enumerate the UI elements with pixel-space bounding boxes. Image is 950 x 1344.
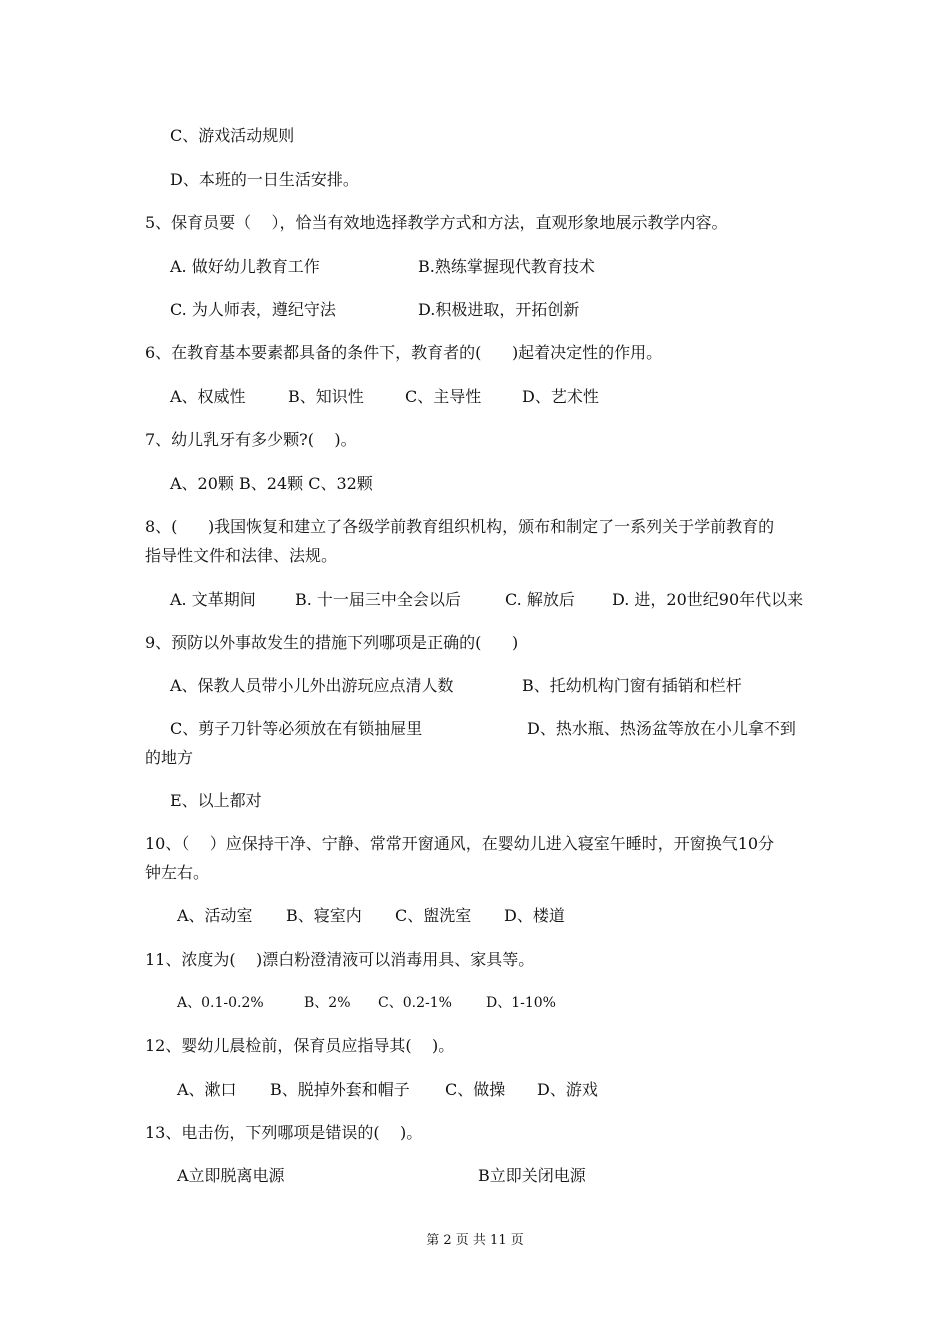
q10-option-c: C、盥洗室	[395, 906, 472, 925]
q12-option-a: A、漱口	[177, 1080, 237, 1099]
q6-option-c: C、主导性	[405, 387, 482, 406]
q8-option-b: B. 十一届三中全会以后	[295, 590, 461, 609]
q8-option-c: C. 解放后	[505, 590, 575, 609]
q10-option-d: D、楼道	[504, 906, 565, 925]
q6-option-b: B、知识性	[288, 387, 364, 406]
question-6: 6、在教育基本要素都具备的条件下，教育者的( )起着决定性的作用。	[145, 343, 663, 362]
question-7: 7、幼儿乳牙有多少颗?( )。	[145, 430, 357, 449]
q5-option-a: A. 做好幼儿教育工作	[170, 257, 320, 276]
q12-option-b: B、脱掉外套和帽子	[270, 1080, 410, 1099]
question-8-line-1: 8、( )我国恢复和建立了各级学前教育组织机构，颁布和制定了一系列关于学前教育的	[145, 517, 775, 536]
q11-option-b: B、2%	[304, 995, 351, 1011]
question-8-line-2: 指导性文件和法律、法规。	[145, 546, 338, 565]
question-12: 12、婴幼儿晨检前，保育员应指导其( )。	[145, 1036, 455, 1055]
page-footer: 第 2 页 共 11 页	[426, 1233, 524, 1248]
line-d-prev: D、本班的一日生活安排。	[170, 170, 359, 189]
line-c-prev: C、游戏活动规则	[170, 126, 295, 145]
q12-option-d: D、游戏	[537, 1080, 598, 1099]
question-10-line-2: 钟左右。	[145, 863, 210, 882]
q5-option-d: D.积极进取，开拓创新	[418, 300, 580, 319]
q9-option-a: A、保教人员带小儿外出游玩应点清人数	[170, 676, 454, 695]
question-10-line-1: 10、（ ）应保持干净、宁静、常常开窗通风，在婴幼儿进入寝室午睡时，开窗换气10分	[145, 834, 775, 853]
q7-options: A、20颗 B、24颗 C、32颗	[170, 474, 373, 493]
q9-option-d-cont: 的地方	[145, 748, 194, 767]
q10-option-b: B、寝室内	[286, 906, 362, 925]
q8-option-a: A. 文革期间	[170, 590, 256, 609]
q12-option-c: C、做操	[445, 1080, 506, 1099]
q9-option-c: C、剪子刀针等必须放在有锁抽屉里	[170, 719, 423, 738]
q10-option-a: A、活动室	[177, 906, 253, 925]
q13-option-a: A立即脱离电源	[177, 1166, 285, 1185]
question-11: 11、浓度为( )漂白粉澄清液可以消毒用具、家具等。	[145, 950, 535, 969]
question-13: 13、电击伤，下列哪项是错误的( )。	[145, 1123, 423, 1142]
question-5: 5、保育员要（ ），恰当有效地选择教学方式和方法，直观形象地展示教学内容。	[145, 213, 728, 232]
q11-option-c: C、0.2-1%	[378, 995, 452, 1011]
q5-option-c: C. 为人师表，遵纪守法	[170, 300, 336, 319]
q5-option-b: B.熟练掌握现代教育技术	[418, 257, 595, 276]
q9-option-e: E、以上都对	[170, 791, 262, 810]
question-9: 9、预防以外事故发生的措施下列哪项是正确的( )	[145, 633, 519, 652]
q8-option-d: D. 进，20世纪90年代以来	[612, 590, 804, 609]
q6-option-a: A、权威性	[170, 387, 246, 406]
q11-option-d: D、1-10%	[486, 995, 556, 1011]
q11-option-a: A、0.1-0.2%	[177, 995, 264, 1011]
q9-option-d: D、热水瓶、热汤盆等放在小儿拿不到	[527, 719, 796, 738]
q9-option-b: B、托幼机构门窗有插销和栏杆	[522, 676, 742, 695]
q6-option-d: D、艺术性	[522, 387, 599, 406]
q13-option-b: B立即关闭电源	[478, 1166, 586, 1185]
